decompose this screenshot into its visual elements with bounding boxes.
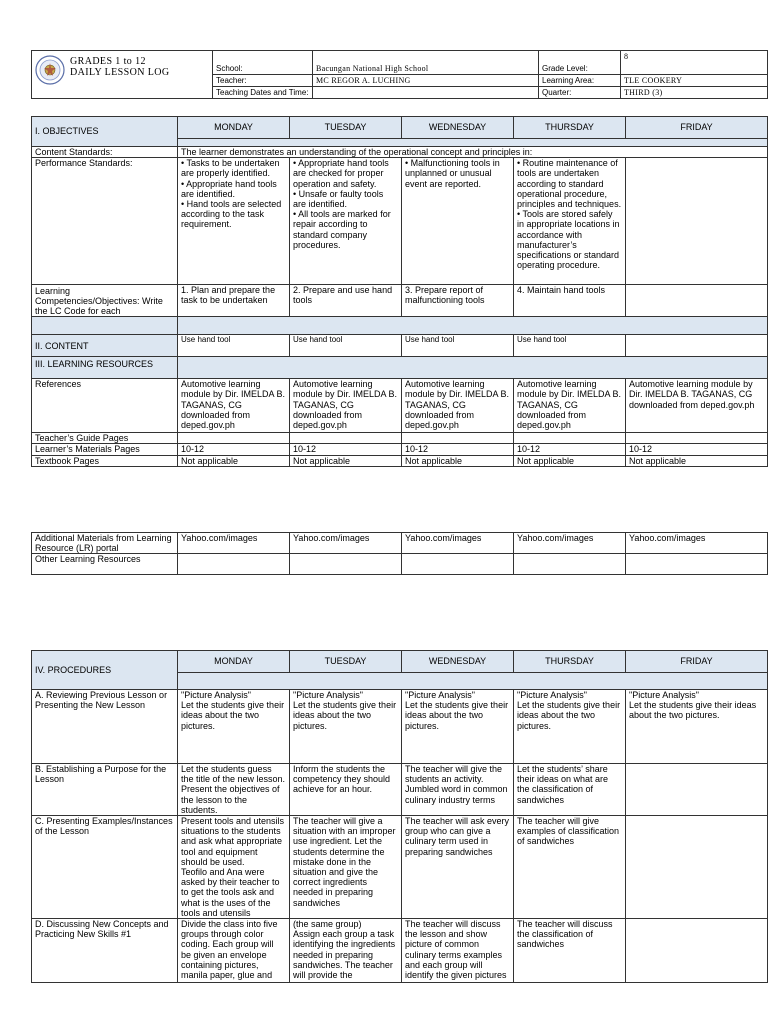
lm-friday: 10-12	[626, 444, 768, 455]
performance-monday: • Tasks to be undertaken are properly identified. • Appropriate hand tools are identified. • Hand tools are selected according to the task requirement.	[178, 158, 290, 285]
references-wednesday: Automotive learning module by Dir. IMELDA B. TAGANAS, CG downloaded from deped.gov.ph	[402, 379, 514, 433]
procedure-b-thursday: Let the students’ share their ideas on what are the classification of sandwiches	[514, 764, 626, 816]
lm-wednesday: 10-12	[402, 444, 514, 455]
other-wednesday	[402, 554, 514, 575]
tb-friday: Not applicable	[626, 455, 768, 466]
content-spacer	[32, 317, 178, 335]
learning-area-label: Learning Area:	[539, 75, 621, 87]
learning-area-value: TLE COOKERY	[621, 75, 768, 87]
proc-day-monday: MONDAY	[178, 651, 290, 673]
additional-monday: Yahoo.com/images	[178, 533, 290, 554]
school-value: Bacungan National High School	[313, 51, 539, 75]
performance-thursday: • Routine maintenance of tools are undertaken according to standard operational procedure, principles and techniques. • Tools are stored safely in appropriate locations in accordance with manufacturer’s specifications or standard operating procedure.	[514, 158, 626, 285]
tg-monday	[178, 433, 290, 444]
resources-heading-row	[178, 357, 768, 379]
textbook-label: Textbook Pages	[32, 455, 178, 466]
references-label: References	[32, 379, 178, 433]
competency-wednesday: 3. Prepare report of malfunctioning tools	[402, 285, 514, 317]
performance-tuesday: • Appropriate hand tools are checked for proper operation and safety. • Unsafe or faulty tools are identified. • All tools are marked for repair according to standard company procedures.	[290, 158, 402, 285]
resources-heading: III. LEARNING RESOURCES	[32, 357, 178, 379]
teachers-guide-label: Teacher’s Guide Pages	[32, 433, 178, 444]
header-frame	[31, 50, 214, 99]
tb-wednesday: Not applicable	[402, 455, 514, 466]
other-tuesday	[290, 554, 402, 575]
procedure-c-wednesday: The teacher will ask every group who can give a culinary term used in preparing sandwiches	[402, 816, 514, 919]
procedure-a-monday: "Picture Analysis" Let the students give their ideas about the two pictures.	[178, 690, 290, 764]
competency-friday	[626, 285, 768, 317]
procedure-d-thursday: The teacher will discuss the classification of sandwiches	[514, 919, 626, 983]
title-line-1: GRADES 1 to 12	[70, 56, 146, 67]
additional-wednesday: Yahoo.com/images	[402, 533, 514, 554]
procedure-d-friday	[626, 919, 768, 983]
references-tuesday: Automotive learning module by Dir. IMELDA B. TAGANAS, CG downloaded from deped.gov.ph	[290, 379, 402, 433]
procedure-a-label: A. Reviewing Previous Lesson or Presenting the New Lesson	[32, 690, 178, 764]
procedure-d-wednesday: The teacher will discuss the lesson and show picture of common culinary terms examples and each group will identify the given pictures	[402, 919, 514, 983]
day-thursday: THURSDAY	[514, 117, 626, 139]
quarter-value: THIRD (3)	[621, 87, 768, 99]
teacher-value: MC REGOR A. LUCHING	[313, 75, 539, 87]
other-resources-label: Other Learning Resources	[32, 554, 178, 575]
procedure-a-friday: "Picture Analysis" Let the students give their ideas about the two pictures.	[626, 690, 768, 764]
proc-day-friday: FRIDAY	[626, 651, 768, 673]
content-standards-text: The learner demonstrates an understanding of the operational concept and principles in:	[178, 147, 768, 158]
day-sub-row	[178, 139, 768, 147]
references-friday: Automotive learning module by Dir. IMELDA B. TAGANAS, CG downloaded from deped.gov.ph	[626, 379, 768, 433]
lm-monday: 10-12	[178, 444, 290, 455]
performance-friday	[626, 158, 768, 285]
procedure-c-friday	[626, 816, 768, 919]
tg-tuesday	[290, 433, 402, 444]
content-tuesday: Use hand tool	[290, 335, 402, 357]
competency-thursday: 4. Maintain hand tools	[514, 285, 626, 317]
lm-tuesday: 10-12	[290, 444, 402, 455]
procedure-c-monday: Present tools and utensils situations to the students and ask what appropriate tool and equipment should be used. Teofilo and Ana were asked by their teacher to to get the tools ask and what is the uses of the tools and utensils	[178, 816, 290, 919]
proc-day-tuesday: TUESDAY	[290, 651, 402, 673]
procedure-b-wednesday: The teacher will give the students an activity. Jumbled word in common culinary industry terms	[402, 764, 514, 816]
dates-value	[313, 87, 539, 99]
tb-monday: Not applicable	[178, 455, 290, 466]
procedures-table	[31, 650, 768, 983]
tb-thursday: Not applicable	[514, 455, 626, 466]
competency-tuesday: 2. Prepare and use hand tools	[290, 285, 402, 317]
additional-thursday: Yahoo.com/images	[514, 533, 626, 554]
day-tuesday: TUESDAY	[290, 117, 402, 139]
grade-level-value: 8	[621, 51, 768, 75]
additional-friday: Yahoo.com/images	[626, 533, 768, 554]
quarter-label: Quarter:	[539, 87, 621, 99]
day-friday: FRIDAY	[626, 117, 768, 139]
procedure-c-tuesday: The teacher will give a situation with an improper use ingredient. Let the students determine the mistake done in the situation and give the correct ingredients needed in preparing sandwiches	[290, 816, 402, 919]
other-friday	[626, 554, 768, 575]
procedure-c-thursday: The teacher will give examples of classification of sandwiches	[514, 816, 626, 919]
day-wednesday: WEDNESDAY	[402, 117, 514, 139]
competency-monday: 1. Plan and prepare the task to be undertaken	[178, 285, 290, 317]
performance-wednesday: • Malfunctioning tools in unplanned or unusual event are reported.	[402, 158, 514, 285]
day-monday: MONDAY	[178, 117, 290, 139]
other-thursday	[514, 554, 626, 575]
additional-tuesday: Yahoo.com/images	[290, 533, 402, 554]
dates-label: Teaching Dates and Time:	[213, 87, 313, 99]
content-wednesday: Use hand tool	[402, 335, 514, 357]
procedure-d-label: D. Discussing New Concepts and Practicing New Skills #1	[32, 919, 178, 983]
content-thursday: Use hand tool	[514, 335, 626, 357]
performance-standards-label: Performance Standards:	[32, 158, 178, 285]
content-heading: II. CONTENT	[32, 335, 178, 357]
procedure-b-friday	[626, 764, 768, 816]
tg-friday	[626, 433, 768, 444]
proc-day-wednesday: WEDNESDAY	[402, 651, 514, 673]
references-monday: Automotive learning module by Dir. IMELDA B. TAGANAS, CG downloaded from deped.gov.ph	[178, 379, 290, 433]
procedure-a-wednesday: "Picture Analysis" Let the students give their ideas about the two pictures.	[402, 690, 514, 764]
objectives-table	[31, 116, 768, 467]
tg-wednesday	[402, 433, 514, 444]
procedures-heading: IV. PROCEDURES	[32, 651, 178, 690]
competencies-label: Learning Competencies/Objectives: Write the LC Code for each	[32, 285, 178, 317]
content-spacer-row	[178, 317, 768, 335]
procedure-b-monday: Let the students guess the title of the new lesson. Present the objectives of the lesson to the students.	[178, 764, 290, 816]
additional-materials-label: Additional Materials from Learning Resource (LR) portal	[32, 533, 178, 554]
objectives-heading: I. OBJECTIVES	[32, 117, 178, 147]
tb-tuesday: Not applicable	[290, 455, 402, 466]
content-friday	[626, 335, 768, 357]
school-label: School:	[213, 51, 313, 75]
content-standards-label: Content Standards:	[32, 147, 178, 158]
procedure-a-tuesday: "Picture Analysis" Let the students give their ideas about the two pictures.	[290, 690, 402, 764]
learners-materials-label: Learner’s Materials Pages	[32, 444, 178, 455]
title-line-2: DAILY LESSON LOG	[70, 67, 170, 78]
procedure-d-monday: Divide the class into five groups through color coding. Each group will be given an envelope containing pictures, manila paper, glue and	[178, 919, 290, 983]
procedure-d-tuesday: (the same group) Assign each group a task identifying the ingredients needed in preparing sandwiches. The teacher will provide the	[290, 919, 402, 983]
procedure-a-thursday: "Picture Analysis" Let the students give their ideas about the two pictures.	[514, 690, 626, 764]
other-monday	[178, 554, 290, 575]
procedure-b-tuesday: Inform the students the competency they should achieve for an hour.	[290, 764, 402, 816]
proc-day-sub-row	[178, 673, 768, 690]
grade-level-label: Grade Level:	[539, 51, 621, 75]
header-info-table	[212, 50, 768, 99]
proc-day-thursday: THURSDAY	[514, 651, 626, 673]
content-monday: Use hand tool	[178, 335, 290, 357]
additional-resources-table	[31, 532, 768, 575]
procedure-b-label: B. Establishing a Purpose for the Lesson	[32, 764, 178, 816]
teacher-label: Teacher:	[213, 75, 313, 87]
lm-thursday: 10-12	[514, 444, 626, 455]
tg-thursday	[514, 433, 626, 444]
procedure-c-label: C. Presenting Examples/Instances of the Lesson	[32, 816, 178, 919]
references-thursday: Automotive learning module by Dir. IMELDA B. TAGANAS, CG downloaded from deped.gov.ph	[514, 379, 626, 433]
